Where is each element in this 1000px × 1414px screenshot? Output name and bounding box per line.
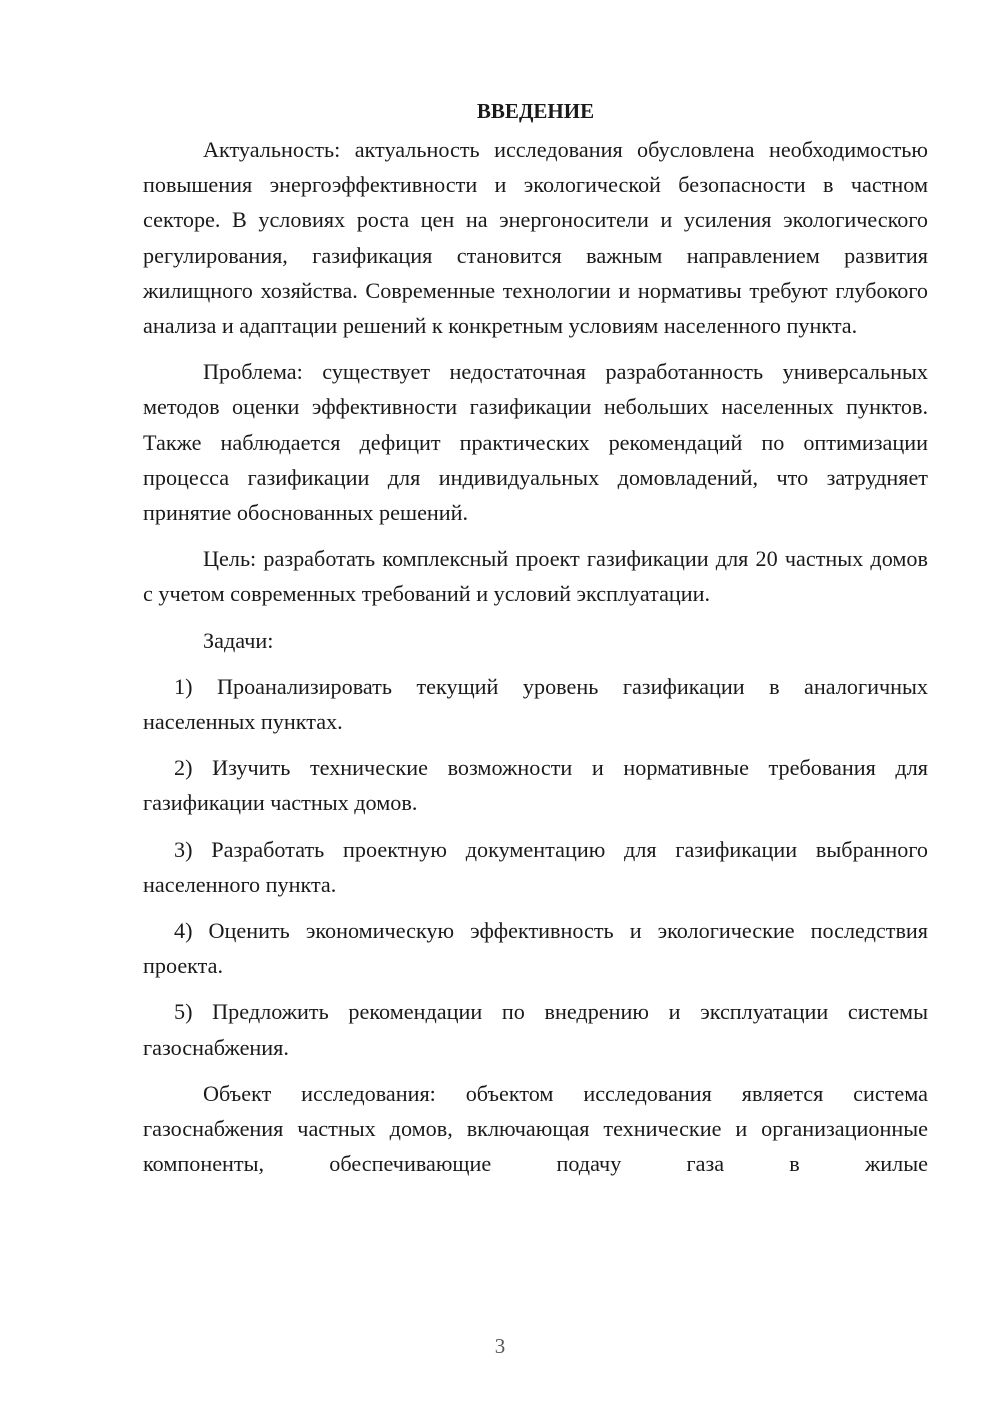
page-number: 3 — [494, 1334, 506, 1358]
paragraph-tasks-heading: Задачи: — [203, 627, 274, 653]
task-item: 5) Предложить рекомендации по внедрению и эксплуатации системы газоснабжения. — [143, 999, 928, 1060]
page-content — [143, 96, 928, 1192]
paragraph-goal: Цель: разработать комплексный проект газификации для 20 частных домов с учетом современных требований и условий эксплуатации. — [143, 546, 928, 607]
task-item: 3) Разработать проектную документацию для газификации выбранного населенного пункта. — [143, 836, 928, 897]
paragraph-object: Объект исследования: объектом исследования является система газоснабжения частных домов, включающая технические и организационные компоненты, обеспечивающие подачу газа в жилые — [143, 1080, 928, 1177]
task-item: 2) Изучить технические возможности и нормативные требования для газификации частных домов. — [143, 755, 928, 816]
task-item: 4) Оценить экономическую эффективность и экологические последствия проекта. — [143, 918, 928, 979]
paragraph-relevance: Актуальность: актуальность исследования обусловлена необходимостью повышения энергоэффективности и экологической безопасности в частном секторе. В условиях роста цен на энергоносители и усиления экологического регулирования, газификация становится важным направлением развития жилищного хозяйства. Современные технологии и нормативы требуют глубокого анализа и адаптации решений к конкретным условиям населенного пункта. — [143, 137, 928, 339]
page-title: ВВЕДЕНИЕ — [476, 99, 595, 123]
paragraph-problem: Проблема: существует недостаточная разработанность универсальных методов оценки эффективности газификации небольших населенных пунктов. Также наблюдается дефицит практических рекомендаций по оптимизации процесса газификации для индивидуальных домовладений, что затрудняет принятие обоснованных решений. — [143, 359, 928, 526]
task-item: 1) Проанализировать текущий уровень газификации в аналогичных населенных пунктах. — [143, 673, 928, 735]
